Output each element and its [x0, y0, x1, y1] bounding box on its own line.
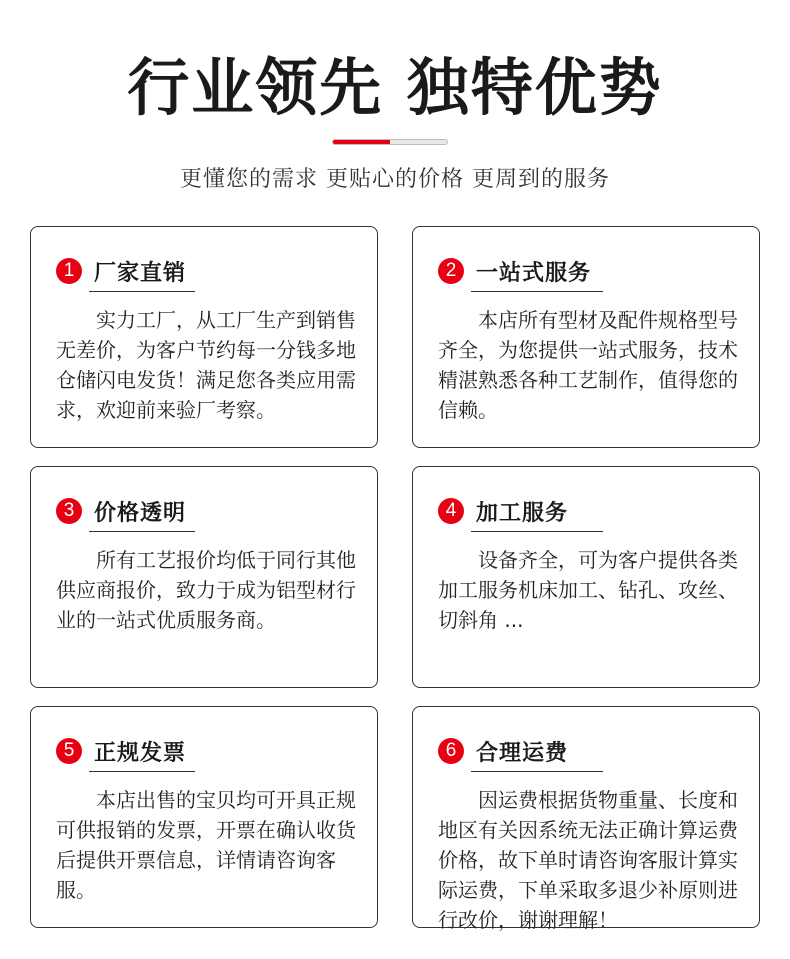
card-header — [56, 251, 186, 291]
card-header — [56, 731, 186, 771]
card-description: 所有工艺报价均低于同行其他供应商报价，致力于成为铝型材行业的一站式优质服务商。 — [56, 548, 356, 632]
card-title-underline — [471, 531, 603, 532]
card-number-badge: 4 — [438, 498, 464, 524]
feature-card-processing-service — [412, 466, 760, 688]
card-title: 价格透明 — [94, 500, 187, 526]
title-divider-bar — [332, 139, 448, 145]
feature-card-transparent-pricing — [30, 466, 378, 688]
card-description: 实力工厂，从工厂生产到销售无差价，为客户节约每一分钱多地仓储闪电发货！满足您各类应用需求，欢迎前来验厂考察。 — [56, 308, 356, 422]
card-title-underline — [89, 771, 195, 772]
card-header — [438, 731, 568, 771]
card-title: 合理运费 — [476, 740, 569, 766]
card-title: 厂家直销 — [94, 260, 187, 286]
card-title-underline — [89, 291, 195, 292]
card-title-underline — [89, 531, 195, 532]
card-title: 加工服务 — [476, 500, 569, 526]
card-number-badge: 3 — [56, 498, 82, 524]
feature-card-one-stop-service — [412, 226, 760, 448]
card-header — [438, 491, 568, 531]
feature-card-reasonable-shipping — [412, 706, 760, 932]
page-subtitle: 更懂您的需求 更贴心的价格 更周到的服务 — [180, 167, 610, 192]
card-description: 本店所有型材及配件规格型号齐全，为您提供一站式服务，技术精湛熟悉各种工艺制作，值得您的信赖。 — [438, 308, 738, 422]
card-number-badge: 6 — [438, 738, 464, 764]
card-title: 一站式服务 — [476, 260, 592, 286]
feature-card-factory-direct — [30, 226, 378, 448]
card-number-badge: 1 — [56, 258, 82, 284]
card-number-badge: 5 — [56, 738, 82, 764]
card-title-underline — [471, 291, 603, 292]
page-title: 行业领先 独特优势 — [127, 51, 663, 124]
card-title-underline — [471, 771, 603, 772]
card-description: 本店出售的宝贝均可开具正规可供报销的发票，开票在确认收货后提供开票信息，详情请咨询客服。 — [56, 788, 356, 902]
card-description: 设备齐全，可为客户提供各类加工服务机床加工、钻孔、攻丝、切斜角 ... — [438, 548, 738, 632]
card-number-badge: 2 — [438, 258, 464, 284]
title-divider-accent — [333, 140, 390, 144]
card-header — [438, 251, 591, 291]
feature-card-official-invoice — [30, 706, 378, 928]
card-header — [56, 491, 186, 531]
card-description: 因运费根据货物重量、长度和地区有关因系统无法正确计算运费价格，故下单时请咨询客服计算实际运费，下单采取多退少补原则进行改价，谢谢理解！ — [438, 788, 738, 932]
card-title: 正规发票 — [94, 740, 187, 766]
